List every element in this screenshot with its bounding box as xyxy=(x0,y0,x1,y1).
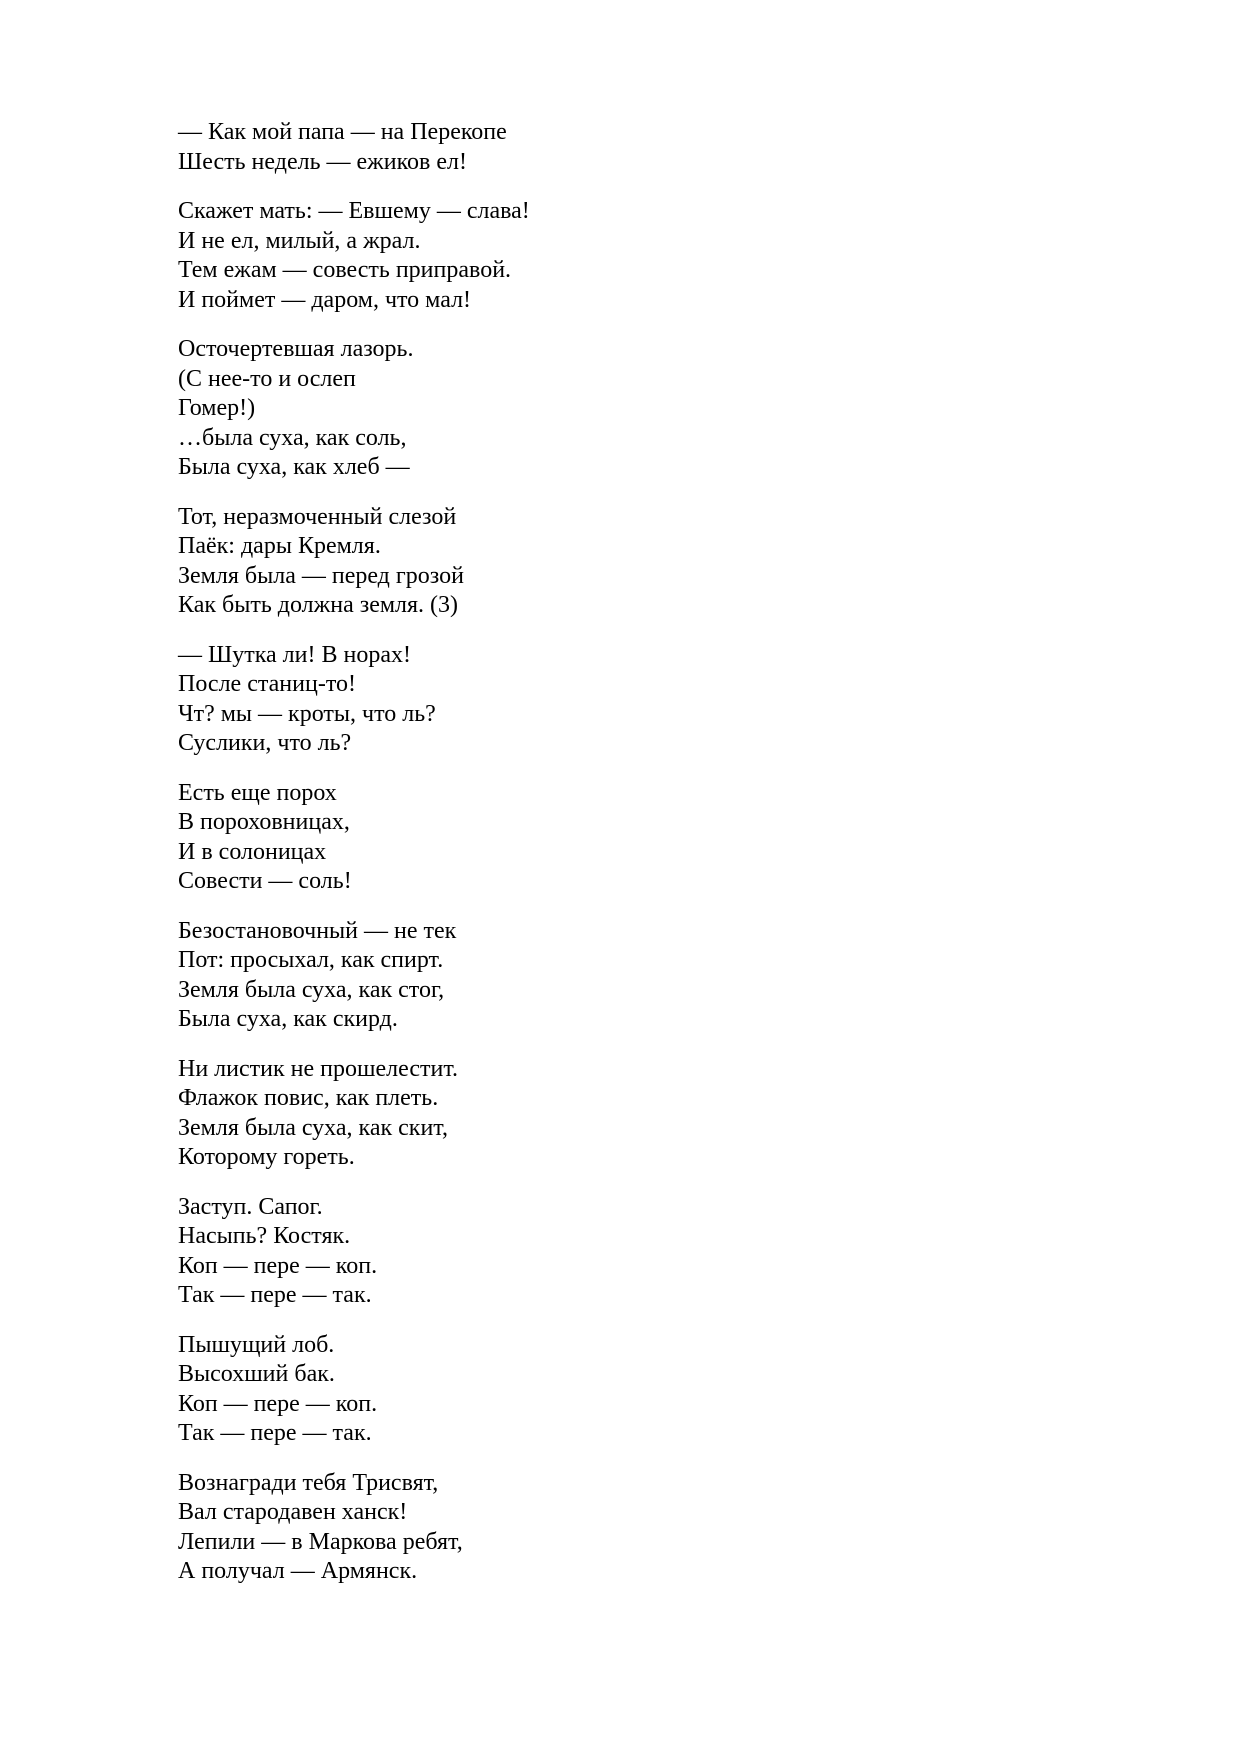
poem-line: Безостановочный — не тек xyxy=(178,917,457,944)
poem-line: Тем ежам — совесть приправой. xyxy=(178,257,512,283)
stanza xyxy=(178,118,1078,177)
poem-line: Была суха, как скирд. xyxy=(178,1006,398,1032)
stanza xyxy=(178,197,1078,315)
poem-line: — Как мой папа — на Перекопе xyxy=(178,119,507,145)
poem-line: Земля была суха, как стог, xyxy=(178,976,445,1003)
stanza xyxy=(178,503,1078,621)
poem-line: Коп — пере — коп. xyxy=(178,1252,378,1279)
poem-line: Чт? мы — кроты, что ль? xyxy=(178,700,436,727)
poem-line: Насыпь? Костяк. xyxy=(178,1223,351,1249)
poem-line: Есть еще порох xyxy=(178,779,337,806)
poem-line: Совести — соль! xyxy=(178,868,352,894)
poem-line: Как быть должна земля. (3) xyxy=(178,592,459,618)
poem-line: …была суха, как соль, xyxy=(178,424,407,451)
poem-line: Высохший бак. xyxy=(178,1361,335,1387)
poem-line: И в солоницах xyxy=(178,838,327,865)
poem-line: Ни листик не прошелестит. xyxy=(178,1055,459,1082)
poem-line: После станиц-то! xyxy=(178,671,356,697)
poem-line: Вознагради тебя Трисвят, xyxy=(178,1469,439,1496)
poem-line: А получал — Армянск. xyxy=(178,1558,418,1584)
poem-line: Гомер!) xyxy=(178,395,256,421)
poem-line: Шесть недель — ежиков ел! xyxy=(178,148,467,175)
poem-line: Тот, неразмоченный слезой xyxy=(178,503,457,530)
poem-line: Пот: просыхал, как спирт. xyxy=(178,947,444,973)
stanza xyxy=(178,1469,1078,1587)
poem-line: Паёк: дары Кремля. xyxy=(178,533,381,559)
poem-line: Была суха, как хлеб — xyxy=(178,454,410,480)
poem-line: Осточертевшая лазорь. xyxy=(178,336,414,362)
stanza xyxy=(178,641,1078,759)
poem-line: В пороховницах, xyxy=(178,809,350,835)
poem-line: Так — пере — так. xyxy=(178,1282,372,1308)
poem-line: И поймет — даром, что мал! xyxy=(178,286,472,313)
stanza xyxy=(178,779,1078,897)
poem-line: Вал стародавен ханск! xyxy=(178,1499,408,1525)
poem-line: Которому гореть. xyxy=(178,1144,355,1170)
stanza xyxy=(178,917,1078,1035)
poem-line: Земля была — перед грозой xyxy=(178,562,464,589)
poem-line: И не ел, милый, а жрал. xyxy=(178,227,421,254)
poem-line: Заступ. Сапог. xyxy=(178,1193,323,1220)
poem-line: Пышущий лоб. xyxy=(178,1331,335,1358)
poem-line: — Шутка ли! В норах! xyxy=(178,641,411,668)
poem-line: Флажок повис, как плеть. xyxy=(178,1085,439,1111)
poem-line: (С нее-то и ослеп xyxy=(178,365,356,392)
stanza xyxy=(178,1331,1078,1449)
poem-line: Коп — пере — коп. xyxy=(178,1390,378,1417)
poem-line: Земля была суха, как скит, xyxy=(178,1114,448,1141)
poem-line: Так — пере — так. xyxy=(178,1420,372,1446)
stanza xyxy=(178,335,1078,483)
stanza xyxy=(178,1055,1078,1173)
poem-line: Суслики, что ль? xyxy=(178,730,352,756)
poem-line: Скажет мать: — Евшему — слава! xyxy=(178,198,530,224)
stanza xyxy=(178,1193,1078,1311)
poem-body xyxy=(178,118,1078,1607)
poem-line: Лепили — в Маркова ребят, xyxy=(178,1528,463,1555)
